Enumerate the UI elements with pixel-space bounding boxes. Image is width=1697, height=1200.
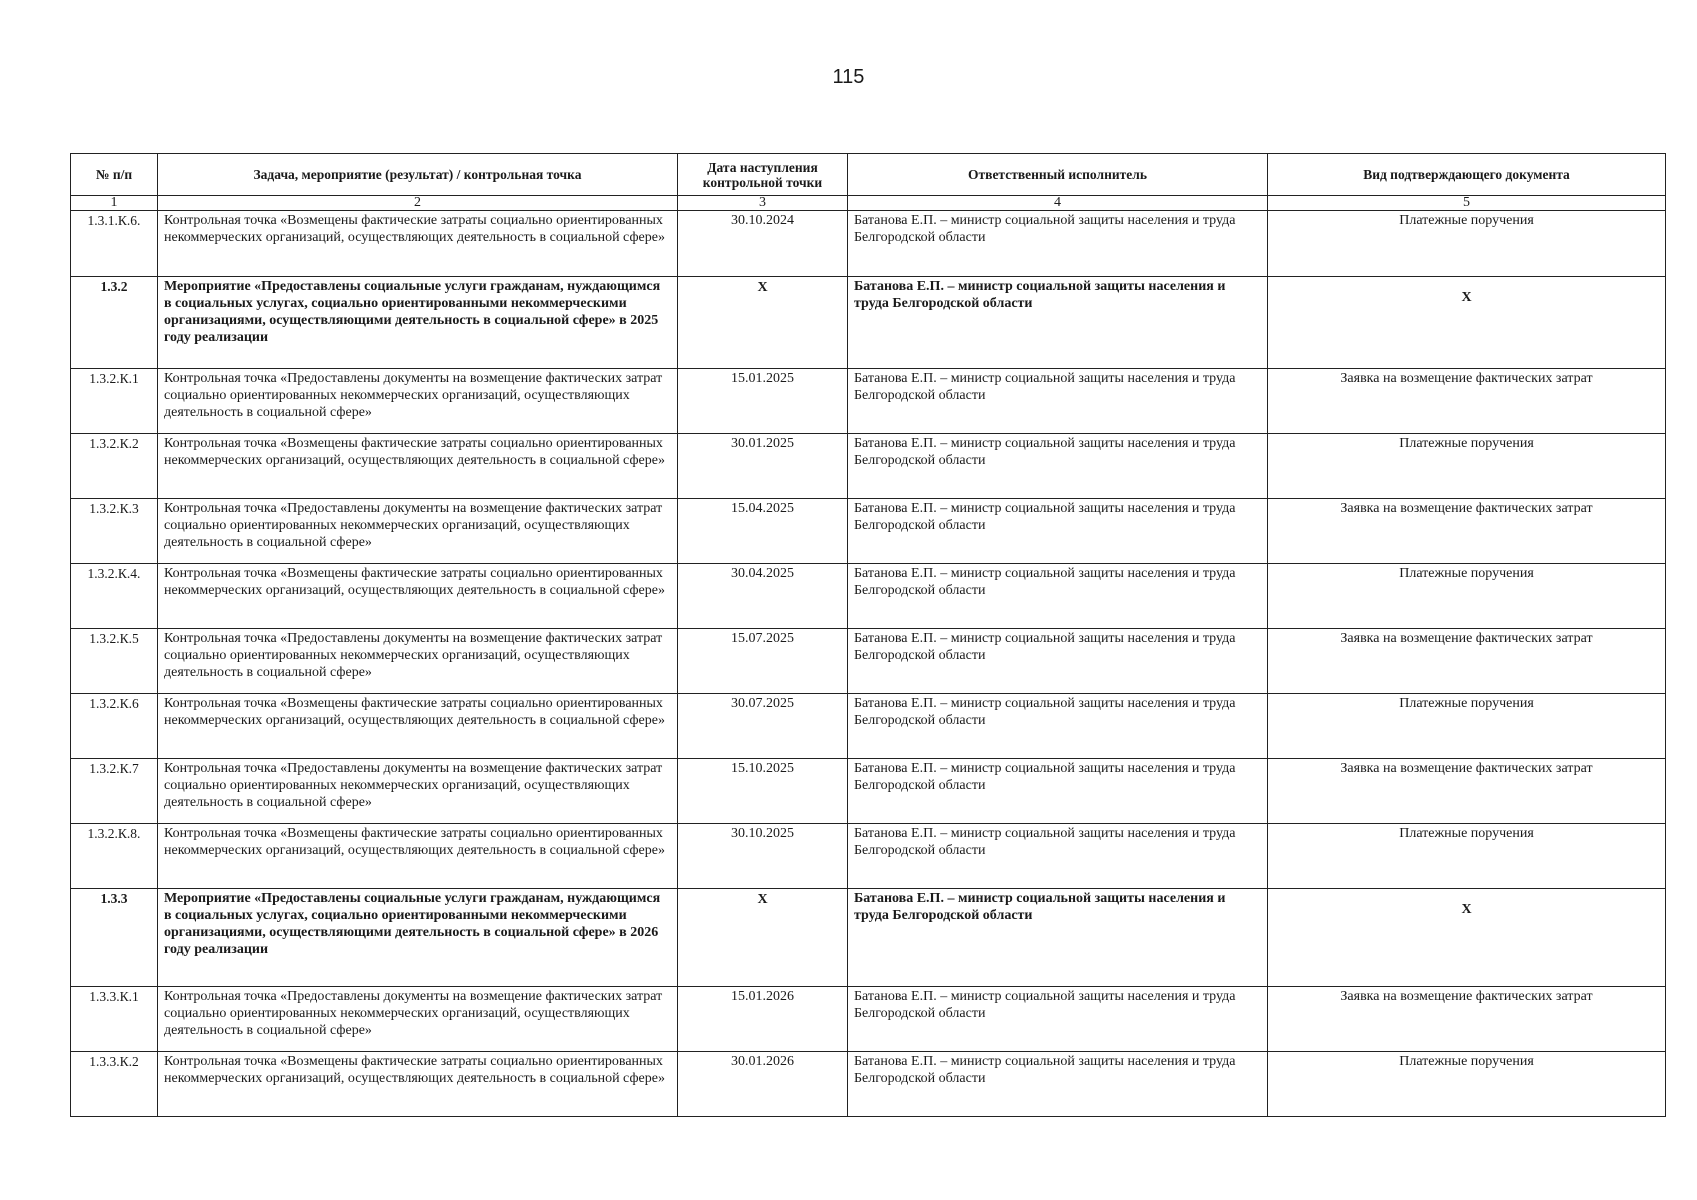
- header-date: Дата наступления контрольной точки: [678, 154, 848, 196]
- row-responsible: Батанова Е.П. – министр социальной защиты населения и труда Белгородской области: [848, 369, 1268, 434]
- table-header-row: [71, 154, 1666, 196]
- row-num: 1.3.2.К.3: [71, 499, 158, 564]
- row-task: Мероприятие «Предоставлены социальные услуги гражданам, нуждающимся в социальных услугах, социально ориентированными некоммерческими организациями, осуществляющими деятельность в социальной сфере» в 2025 году реализации: [158, 277, 678, 369]
- row-date: 15.07.2025: [678, 629, 848, 694]
- row-task: Контрольная точка «Возмещены фактические затраты социально ориентированных некоммерческих организаций, осуществляющих деятельность в социальной сфере»: [158, 824, 678, 889]
- header-task: Задача, мероприятие (результат) / контрольная точка: [158, 154, 678, 196]
- table-row: [71, 824, 1666, 889]
- row-task: Контрольная точка «Возмещены фактические затраты социально ориентированных некоммерческих организаций, осуществляющих деятельность в социальной сфере»: [158, 694, 678, 759]
- row-num: 1.3.2.К.2: [71, 434, 158, 499]
- table-row: [71, 499, 1666, 564]
- row-date: 15.10.2025: [678, 759, 848, 824]
- row-num: 1.3.2: [71, 277, 158, 369]
- row-task: Контрольная точка «Возмещены фактические затраты социально ориентированных некоммерческих организаций, осуществляющих деятельность в социальной сфере»: [158, 211, 678, 277]
- row-date: 30.10.2025: [678, 824, 848, 889]
- row-document: Платежные поручения: [1268, 211, 1666, 277]
- row-num: 1.3.2.К.6: [71, 694, 158, 759]
- row-responsible: Батанова Е.П. – министр социальной защиты населения и труда Белгородской области: [848, 629, 1268, 694]
- row-task: Контрольная точка «Возмещены фактические затраты социально ориентированных некоммерческих организаций, осуществляющих деятельность в социальной сфере»: [158, 1052, 678, 1117]
- row-num: 1.3.3.К.1: [71, 987, 158, 1052]
- row-task: Мероприятие «Предоставлены социальные услуги гражданам, нуждающимся в социальных услугах, социально ориентированными некоммерческими организациями, осуществляющими деятельность в социальной сфере» в 2026 году реализации: [158, 889, 678, 987]
- row-date: 30.07.2025: [678, 694, 848, 759]
- row-document: Заявка на возмещение фактических затрат: [1268, 499, 1666, 564]
- row-responsible: Батанова Е.П. – министр социальной защиты населения и труда Белгородской области: [848, 1052, 1268, 1117]
- table-row: [71, 1052, 1666, 1117]
- row-num: 1.3.2.К.4.: [71, 564, 158, 629]
- row-document: Заявка на возмещение фактических затрат: [1268, 369, 1666, 434]
- row-task: Контрольная точка «Предоставлены документы на возмещение фактических затрат социально ориентированных некоммерческих организаций, осуществляющих деятельность в социальной сфере»: [158, 987, 678, 1052]
- page-number: 115: [832, 66, 865, 88]
- row-date: 15.01.2026: [678, 987, 848, 1052]
- table-row: [71, 564, 1666, 629]
- row-date: 15.01.2025: [678, 369, 848, 434]
- header-document: Вид подтверждающего документа: [1268, 154, 1666, 196]
- row-task: Контрольная точка «Предоставлены документы на возмещение фактических затрат социально ориентированных некоммерческих организаций, осуществляющих деятельность в социальной сфере»: [158, 369, 678, 434]
- row-responsible: Батанова Е.П. – министр социальной защиты населения и труда Белгородской области: [848, 211, 1268, 277]
- row-responsible: Батанова Е.П. – министр социальной защиты населения и труда Белгородской области: [848, 434, 1268, 499]
- row-task: Контрольная точка «Предоставлены документы на возмещение фактических затрат социально ориентированных некоммерческих организаций, осуществляющих деятельность в социальной сфере»: [158, 499, 678, 564]
- row-date: 30.01.2026: [678, 1052, 848, 1117]
- row-document: X: [1268, 889, 1666, 987]
- table-row: [71, 759, 1666, 824]
- row-document: Платежные поручения: [1268, 694, 1666, 759]
- row-date: 15.04.2025: [678, 499, 848, 564]
- table-row: [71, 694, 1666, 759]
- table-row: [71, 369, 1666, 434]
- row-document: Платежные поручения: [1268, 1052, 1666, 1117]
- row-num: 1.3.3: [71, 889, 158, 987]
- row-document: Платежные поручения: [1268, 824, 1666, 889]
- row-num: 1.3.3.К.2: [71, 1052, 158, 1117]
- row-date: 30.04.2025: [678, 564, 848, 629]
- row-num: 1.3.2.К.1: [71, 369, 158, 434]
- table-row: [71, 987, 1666, 1052]
- column-number: 1: [71, 196, 158, 211]
- row-document: Платежные поручения: [1268, 564, 1666, 629]
- column-number: 2: [158, 196, 678, 211]
- row-task: Контрольная точка «Возмещены фактические затраты социально ориентированных некоммерческих организаций, осуществляющих деятельность в социальной сфере»: [158, 564, 678, 629]
- row-responsible: Батанова Е.П. – министр социальной защиты населения и труда Белгородской области: [848, 564, 1268, 629]
- table-row-event: [71, 889, 1666, 987]
- header-num: № п/п: [71, 154, 158, 196]
- row-num: 1.3.2.К.8.: [71, 824, 158, 889]
- row-responsible: Батанова Е.П. – министр социальной защиты населения и труда Белгородской области: [848, 759, 1268, 824]
- row-document: Заявка на возмещение фактических затрат: [1268, 987, 1666, 1052]
- row-document: Заявка на возмещение фактических затрат: [1268, 629, 1666, 694]
- row-responsible: Батанова Е.П. – министр социальной защиты населения и труда Белгородской области: [848, 987, 1268, 1052]
- header-responsible: Ответственный исполнитель: [848, 154, 1268, 196]
- row-date: X: [678, 277, 848, 369]
- row-document: X: [1268, 277, 1666, 369]
- column-number-row: [71, 196, 1666, 211]
- table-row: [71, 434, 1666, 499]
- column-number: 5: [1268, 196, 1666, 211]
- table-row: [71, 211, 1666, 277]
- row-date: X: [678, 889, 848, 987]
- row-responsible: Батанова Е.П. – министр социальной защиты населения и труда Белгородской области: [848, 694, 1268, 759]
- row-document: Платежные поручения: [1268, 434, 1666, 499]
- row-document: Заявка на возмещение фактических затрат: [1268, 759, 1666, 824]
- column-number: 3: [678, 196, 848, 211]
- table-row-event: [71, 277, 1666, 369]
- row-task: Контрольная точка «Предоставлены документы на возмещение фактических затрат социально ориентированных некоммерческих организаций, осуществляющих деятельность в социальной сфере»: [158, 759, 678, 824]
- row-num: 1.3.2.К.5: [71, 629, 158, 694]
- table-row: [71, 629, 1666, 694]
- row-num: 1.3.2.К.7: [71, 759, 158, 824]
- row-task: Контрольная точка «Возмещены фактические затраты социально ориентированных некоммерческих организаций, осуществляющих деятельность в социальной сфере»: [158, 434, 678, 499]
- row-responsible: Батанова Е.П. – министр социальной защиты населения и труда Белгородской области: [848, 499, 1268, 564]
- row-responsible: Батанова Е.П. – министр социальной защиты населения и труда Белгородской области: [848, 277, 1268, 369]
- row-responsible: Батанова Е.П. – министр социальной защиты населения и труда Белгородской области: [848, 889, 1268, 987]
- row-num: 1.3.1.К.6.: [71, 211, 158, 277]
- control-points-table: [70, 153, 1666, 1117]
- column-number: 4: [848, 196, 1268, 211]
- row-date: 30.01.2025: [678, 434, 848, 499]
- row-responsible: Батанова Е.П. – министр социальной защиты населения и труда Белгородской области: [848, 824, 1268, 889]
- row-task: Контрольная точка «Предоставлены документы на возмещение фактических затрат социально ориентированных некоммерческих организаций, осуществляющих деятельность в социальной сфере»: [158, 629, 678, 694]
- row-date: 30.10.2024: [678, 211, 848, 277]
